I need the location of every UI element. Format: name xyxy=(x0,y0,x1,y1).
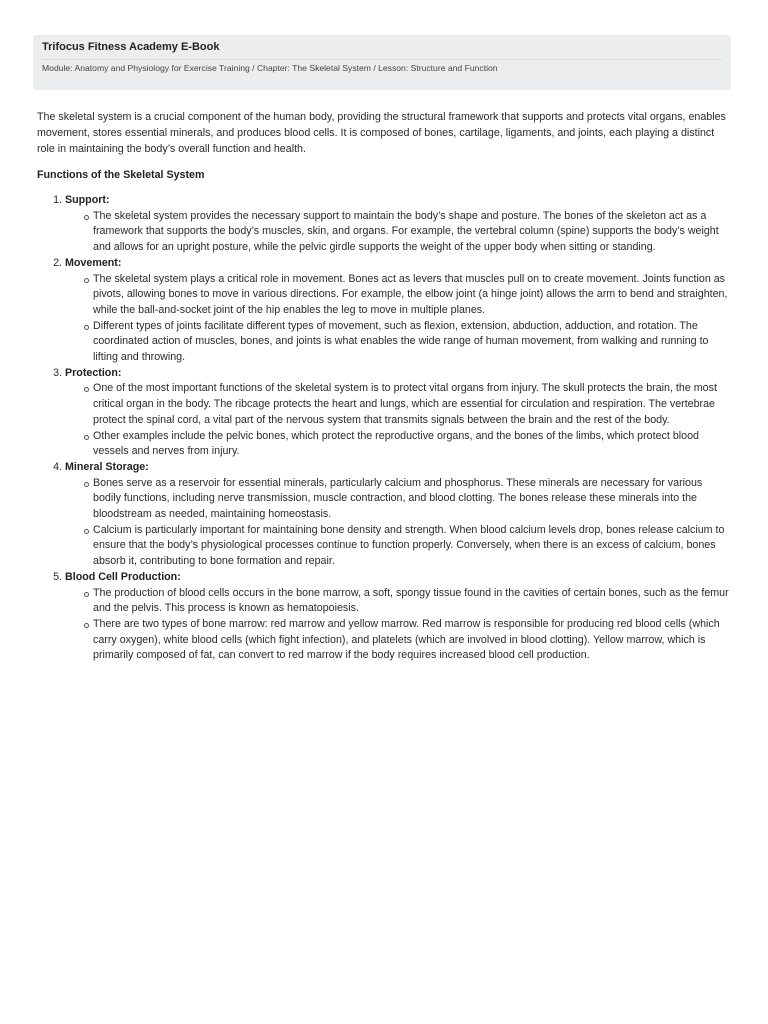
functions-list xyxy=(37,193,733,664)
detail-item: Calcium is particularly important for maintaining bone density and strength. When blood calcium levels drop, bones release calcium to ensure that the body’s physiological processes continue to function properly. Conversely, when there is an excess of calcium, bones absorb it, contributing to bone formation and repair. xyxy=(93,523,733,570)
function-item-mineral-storage xyxy=(65,460,733,570)
ebook-header xyxy=(33,35,731,90)
intro-paragraph: The skeletal system is a crucial component of the human body, providing the structural framework that supports and protects vital organs, enables movement, stores essential minerals, and produces blood cells. It is composed of bones, cartilage, ligaments, and joints, each playing a distinct role in maintaining the body’s overall function and health. xyxy=(37,111,726,155)
function-title: Support: xyxy=(65,194,110,206)
detail-item: The production of blood cells occurs in the bone marrow, a soft, spongy tissue found in the cavities of certain bones, such as the femur and the pelvis. This process is known as hematopoiesis. xyxy=(93,586,733,617)
function-title: Movement: xyxy=(65,256,122,269)
function-title: Blood Cell Production: xyxy=(65,570,181,583)
detail-item: There are two types of bone marrow: red marrow and yellow marrow. Red marrow is responsible for producing red blood cells (which carry oxygen), white blood cells (which fight infection), and platelets (which are involved in blood clotting). Yellow marrow, which is primarily composed of fat, can convert to red marrow if the body requires increased blood cell production. xyxy=(93,617,733,664)
detail-item: Other examples include the pelvic bones, which protect the reproductive organs, and the bones of the limbs, which protect blood vessels and nerves from injury. xyxy=(93,429,733,460)
function-details xyxy=(65,272,733,366)
function-title: Mineral Storage: xyxy=(65,460,149,473)
detail-item: Bones serve as a reservoir for essential minerals, particularly calcium and phosphorus. These minerals are necessary for various bodily functions, including nerve transmission, muscle contraction, and blood clotting. The bones release these minerals into the bloodstream as needed, maintaining homeostasis. xyxy=(93,476,733,523)
section-heading: Functions of the Skeletal System xyxy=(37,169,205,181)
ebook-title: Trifocus Fitness Academy E-Book xyxy=(42,40,722,60)
lesson-content xyxy=(37,109,733,664)
function-item-blood-cell-production xyxy=(65,570,733,664)
breadcrumb: Module: Anatomy and Physiology for Exercise Training / Chapter: The Skeletal System / Lesson: Structure and Function xyxy=(42,63,498,73)
function-item-movement xyxy=(65,256,733,366)
detail-item: The skeletal system provides the necessary support to maintain the body’s shape and posture. The bones of the skeleton act as a framework that supports the body’s muscles, skin, and organs. For example, the vertebral column (spine) supports the body’s weight and allows for an upright posture, while the pelvic girdle supports the weight of the upper body when sitting or standing. xyxy=(93,209,733,256)
function-details xyxy=(65,586,733,665)
function-item-support xyxy=(65,193,733,256)
function-details xyxy=(65,381,733,460)
function-item-protection xyxy=(65,366,733,460)
function-details xyxy=(65,209,733,256)
detail-item: Different types of joints facilitate different types of movement, such as flexion, extension, abduction, adduction, and rotation. The coordinated action of muscles, bones, and joints is what enables the wide range of human movement, from walking and running to lifting and throwing. xyxy=(93,319,733,366)
detail-item: One of the most important functions of the skeletal system is to protect vital organs from injury. The skull protects the brain, the most critical organ in the body. The ribcage protects the heart and lungs, which are essential for circulation and respiration. The vertebrae protect the spinal cord, a vital part of the nervous system that transmits signals between the brain and the rest of the body. xyxy=(93,381,733,428)
function-title: Protection: xyxy=(65,366,122,379)
detail-item: The skeletal system plays a critical role in movement. Bones act as levers that muscles pull on to create movement. Joints function as pivots, allowing bones to move in various directions. For example, the elbow joint (a hinge joint) allows the arm to bend and straighten, while the ball-and-socket joint of the hip enables the leg to move in multiple planes. xyxy=(93,272,733,319)
function-details xyxy=(65,476,733,570)
